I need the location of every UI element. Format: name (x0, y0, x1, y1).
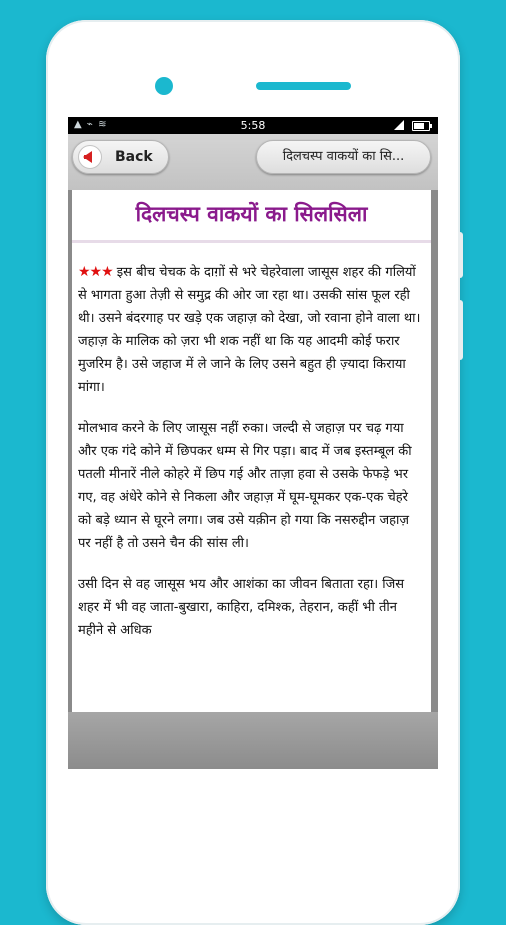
camera-icon (155, 77, 173, 95)
article-paragraph: उसी दिन से वह जासूस भय और आशंका का जीवन बिताता रहा। जिस शहर में भी वह जाता-बुखारा, काहिरा, दमिश्क, तेहरान, कहीं भी तीन महीने से अधिक (78, 577, 405, 638)
article-paragraph: मोलभाव करने के लिए जासूस नहीं रुका। जल्दी से जहाज़ पर चढ़ गया और एक गंदे कोने में छिपकर धम्म से गिर पड़ा। बाद में जब इस्तम्बूल की पतली मीनारें नीले कोहरे में छिप गई और ताज़ा हवा से उसके फेफड़े भर गए, वह अंधेरे कोने से निकला और जहाज़ में घूम-घूमकर एक-एक चेहरे को बड़े ध्यान से घूरने लगा। जब उसे यक़ीन हो गया कि नसरुद्दीन जहाज़ पर नहीं है तो उसने चैन की सांस ली। (78, 421, 412, 551)
status-time: 5:58 (240, 119, 266, 132)
article-heading: दिलचस्प वाकयों का सिलसिला (135, 202, 368, 226)
toolbar (68, 134, 438, 190)
app-screen (68, 117, 438, 769)
status-bar (68, 117, 438, 134)
article-paragraph (78, 261, 425, 399)
bottom-bar (68, 712, 438, 769)
signal-icon (394, 120, 404, 130)
back-arrow-icon (78, 145, 102, 169)
article-content[interactable] (72, 190, 431, 712)
back-button[interactable] (72, 140, 169, 174)
speaker-grille (256, 82, 351, 90)
back-button-label: Back (115, 149, 153, 165)
network-icons: ▲ ⌁ ≋ (74, 119, 108, 130)
heading-divider (72, 240, 431, 243)
paragraph-text: इस बीच चेचक के दाग़ों से भरे चेहरेवाला जासूस शहर की गलियों से भागता हुआ तेज़ी से समुद्र की ओर जा रहा था। उसकी सांस फूल रही थी। उसने बंदरगाह पर खड़े एक जहाज़ को देखा, जो रवाना होने वाला था। जहाज़ के मालिक को ज़रा भी शक नहीं था कि यह आदमी कोई फरार मुजरिम है। उसे जहाज में ले जाने के लिए उसने बहुत ही ज़्यादा किराया मांगा। (78, 265, 421, 395)
battery-icon (412, 121, 430, 131)
chapter-title-button[interactable]: दिलचस्प वाकयों का सि... (256, 140, 431, 174)
stars-icon: ★★★ (78, 264, 113, 280)
power-button (458, 300, 463, 360)
volume-button (458, 232, 463, 278)
